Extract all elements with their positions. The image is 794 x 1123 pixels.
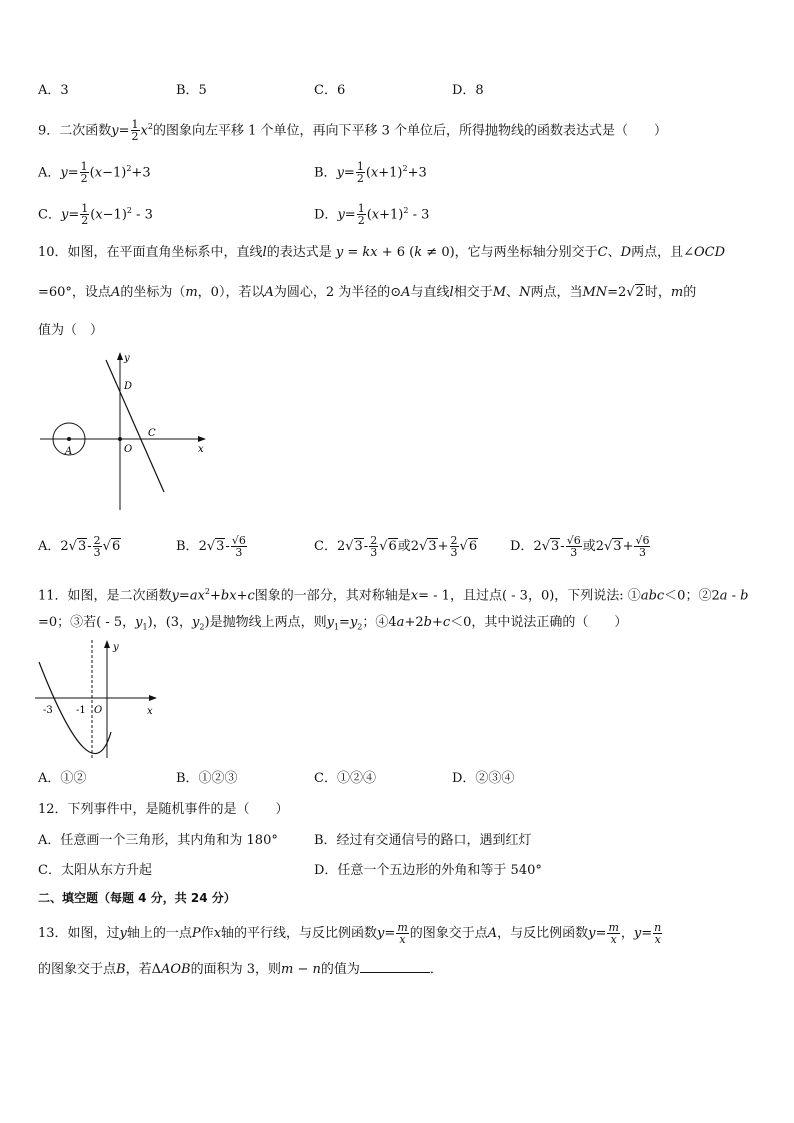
q10-option-b: B．2√3- $\frac{√6}{3}$ bbox=[176, 534, 246, 559]
q13-stem-line2: 的图象交于点B，若ΔAOB的面积为 3，则m − n的值为 ． bbox=[38, 962, 443, 977]
q10-label-d: D bbox=[124, 381, 133, 392]
q12-option-b: B．经过有交通信号的路口，遇到红灯 bbox=[314, 833, 532, 848]
q8-option-b: B．5 bbox=[176, 83, 207, 98]
q9-option-b: B．y= $\frac{1}{2}$ $(x+1)^2+3$ bbox=[314, 160, 427, 186]
q11-label-y: y bbox=[113, 642, 119, 653]
q10-option-a: A．2√3- $\frac{2}{3}$ √6 bbox=[38, 534, 121, 559]
q11-label-o: O bbox=[94, 705, 103, 716]
q10-option-c: C．2√3- $\frac{2}{3}$ √6或2√3+ $\frac{2}{3}$ √6 bbox=[314, 534, 478, 559]
q10-stem-line2: =60°，设点A的坐标为（m，0），若以A为圆心，2 为半径的⊙A与直线l相交于M、N两点，当MN=2√2时，m的 bbox=[38, 285, 697, 300]
q11-option-c: C．①②④ bbox=[314, 771, 376, 786]
section-title: 二、填空题（每题 4 分，共 24 分） bbox=[38, 891, 236, 905]
q8-option-a: A．3 bbox=[38, 83, 69, 98]
q10-figure bbox=[40, 352, 215, 512]
q10-label-y: y bbox=[124, 353, 130, 364]
q10-stem-line1: 10．如图，在平面直角坐标系中，直线l的表达式是 y = kx + 6 (k ≠ 0)，它与两坐标轴分别交于C、D两点，且∠OCD bbox=[38, 245, 726, 260]
q12-stem: 12．下列事件中，是随机事件的是（ ） bbox=[38, 802, 289, 817]
q12-option-c: C．太阳从东方升起 bbox=[38, 863, 152, 878]
q10-label-c: C bbox=[148, 428, 156, 439]
q11-figure bbox=[35, 640, 165, 762]
q11-option-b: B．①②③ bbox=[176, 771, 238, 786]
q9-option-d: D．y= $\frac{1}{2}$ $(x+1)^2 - 3$ bbox=[314, 202, 430, 228]
q11-label-minus3: -3 bbox=[43, 705, 53, 716]
q9-option-c: C．y= $\frac{1}{2}$ $(x-1)^2 - 3$ bbox=[38, 202, 153, 228]
q9-option-a: A．y= $\frac{1}{2}$ $(x-1)^2+3$ bbox=[38, 160, 151, 186]
q11-option-d: D．②③④ bbox=[452, 771, 515, 786]
q13-stem-line1: 13．如图，过y轴上的一点P作x轴的平行线，与反比例函数y= $\frac{m}{x}$ 的图象交于点A，与反比例函数y= $\frac{m}{x}$ ，y= $\frac{n}{x}$ bbox=[38, 921, 662, 946]
q11-stem-line1: 11．如图，是二次函数$y=ax^2+bx+c$图象的一部分，其对称轴是x= - 1，且过点( - 3，0)，下列说法: ①abc＜0；②2a - b bbox=[38, 587, 749, 604]
q9-stem: 9．二次函数y= $\frac{1}{2}$ $x^2$的图象向左平移 1 个单位，再向下平移 3 个单位后，所得抛物线的函数表达式是（ ） bbox=[38, 118, 668, 144]
q12-option-a: A．任意画一个三角形，其内角和为 180° bbox=[38, 833, 278, 848]
q10-option-d: D．2√3- $\frac{√6}{3}$ 或2√3+ $\frac{√6}{3}$ bbox=[510, 534, 650, 559]
answer-blank[interactable] bbox=[360, 960, 430, 973]
q8-option-c: C．6 bbox=[314, 83, 346, 98]
q11-stem-line2: =0；③若( - 5，$y_1$)，(3，$y_2$)是抛物线上两点，则$y_1=y_2$；④4a+2b+c＜0，其中说法正确的（ ） bbox=[38, 615, 628, 632]
q8-option-d: D．8 bbox=[452, 83, 484, 98]
q10-label-x: x bbox=[198, 444, 204, 455]
q10-label-o: O bbox=[124, 444, 133, 455]
q11-label-minus1: -1 bbox=[76, 705, 86, 716]
q11-option-a: A．①② bbox=[38, 771, 87, 786]
q10-label-a: A bbox=[65, 446, 73, 457]
q12-option-d: D．任意一个五边形的外角和等于 540° bbox=[314, 863, 542, 878]
q10-stem-line3: 值为（ ） bbox=[38, 323, 104, 338]
q11-label-x: x bbox=[147, 706, 153, 717]
